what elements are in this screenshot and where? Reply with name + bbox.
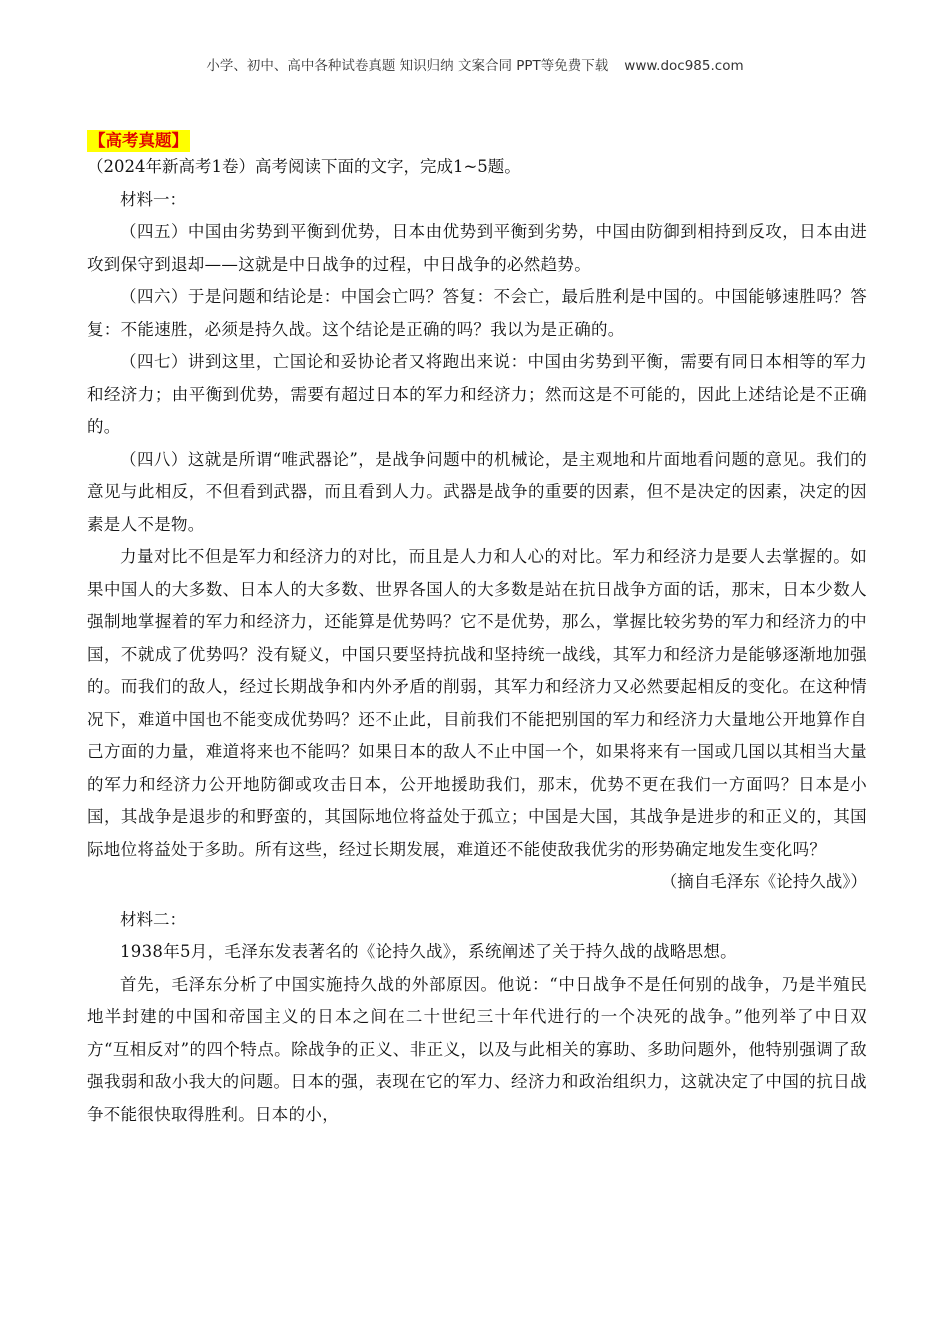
material2-paragraph: 首先，毛泽东分析了中国实施持久战的外部原因。他说：“中日战争不是任何别的战争，乃是半殖民地半封建的中国和帝国主义的日本之间在二十世纪三十年代进行的一个决死的战争。”他列举了中日双方“互相反对”的四个特点。除战争的正义、非正义，以及与此相关的寡助、多助问题外，他特别强调了敌强我弱和敌小我大的问题。日本的强，表现在它的军力、经济力和政治组织力，这就决定了中国的抗日战争不能很快取得胜利。日本的小， bbox=[87, 974, 867, 1124]
material1-paragraph: （四八）这就是所谓“唯武器论”，是战争问题中的机械论，是主观地和片面地看问题的意见。我们的意见与此相反，不但看到武器，而且看到人力。武器是战争的重要的因素，但不是决定的因素，决定的因素是人不是物。 bbox=[87, 449, 867, 534]
material2-paragraph: 1938年5月，毛泽东发表著名的《论持久战》，系统阐述了关于持久战的战略思想。 bbox=[120, 942, 737, 961]
material1-paragraph: （四六）于是问题和结论是：中国会亡吗？答复：不会亡，最后胜利是中国的。中国能够速胜吗？答复：不能速胜，必须是持久战。这个结论是正确的吗？我以为是正确的。 bbox=[87, 287, 867, 339]
header-text: 小学、初中、高中各种试卷真题 知识归纳 文案合同 PPT等免费下载 bbox=[206, 58, 609, 74]
material1-paragraph: （四五）中国由劣势到平衡到优势，日本由优势到平衡到劣势，中国由防御到相持到反攻，日本由进攻到保守到退却——这就是中日战争的过程，中日战争的必然趋势。 bbox=[87, 222, 867, 274]
material1-label: 材料一： bbox=[120, 190, 186, 209]
page-header bbox=[0, 54, 950, 74]
document-body bbox=[87, 130, 867, 1131]
material1-source: （摘自毛泽东《论持久战》） bbox=[660, 872, 867, 891]
question-intro: （2024年新高考1卷）高考阅读下面的文字，完成1~5题。 bbox=[87, 157, 521, 176]
section-tag: 【高考真题】 bbox=[89, 131, 188, 150]
header-site[interactable]: www.doc985.com bbox=[624, 58, 744, 74]
material1-paragraph: 力量对比不但是军力和经济力的对比，而且是人力和人心的对比。军力和经济力是要人去掌握的。如果中国人的大多数、日本人的大多数、世界各国人的大多数是站在抗日战争方面的话，那末，日本少数人强制地掌握着的军力和经济力，还能算是优势吗？它不是优势，那么，掌握比较劣势的军力和经济力的中国，不就成了优势吗？没有疑义，中国只要坚持抗战和坚持统一战线，其军力和经济力是能够逐渐地加强的。而我们的敌人，经过长期战争和内外矛盾的削弱，其军力和经济力又必然要起相反的变化。在这种情况下，难道中国也不能变成优势吗？还不止此，目前我们不能把别国的军力和经济力大量地公开地算作自己方面的力量，难道将来也不能吗？如果日本的敌人不止中国一个，如果将来有一国或几国以其相当大量的军力和经济力公开地防御或攻击日本，公开地援助我们，那末，优势不更在我们一方面吗？日本是小国，其战争是退步的和野蛮的，其国际地位将益处于孤立；中国是大国，其战争是进步的和正义的，其国际地位将益处于多助。所有这些，经过长期发展，难道还不能使敌我优劣的形势确定地发生变化吗？ bbox=[87, 547, 867, 859]
material1-paragraph: （四七）讲到这里，亡国论和妥协论者又将跑出来说：中国由劣势到平衡，需要有同日本相等的军力和经济力；由平衡到优势，需要有超过日本的军力和经济力；然而这是不可能的，因此上述结论是不正确的。 bbox=[87, 352, 867, 436]
material2-label: 材料二： bbox=[120, 910, 186, 929]
